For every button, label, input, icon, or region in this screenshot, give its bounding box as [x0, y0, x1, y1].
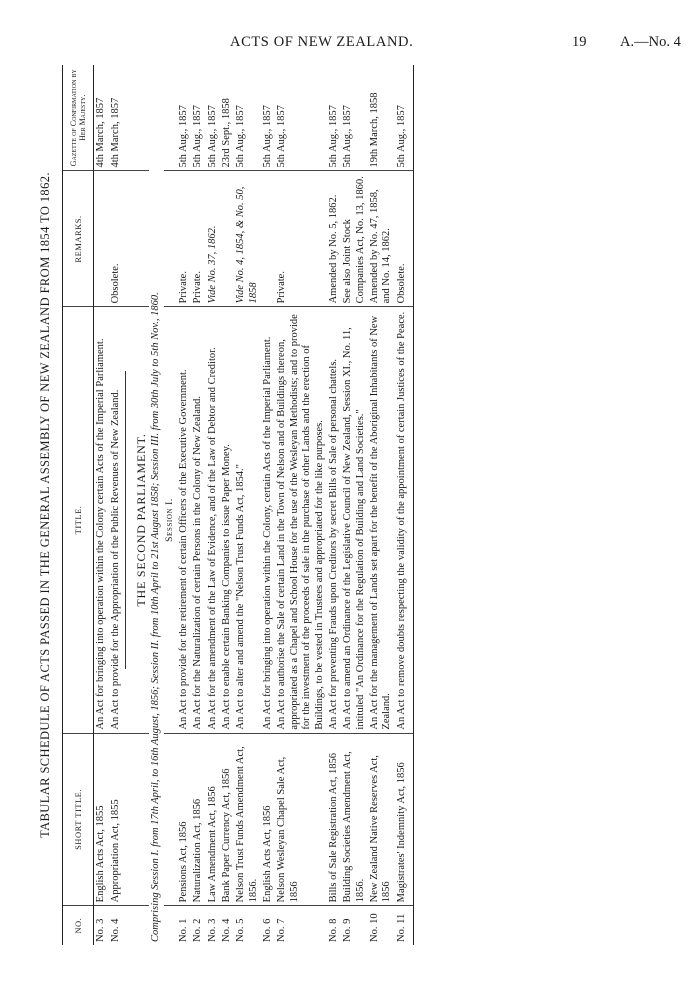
- act-title: An Act for bringing into operation within the Colony, certain Acts of the Imperial Parliament.: [261, 307, 275, 733]
- session-label-row: [164, 65, 177, 945]
- act-number: No. 6: [262, 918, 274, 942]
- section-heading-row: [128, 65, 149, 945]
- confirmation-date: 5th Aug., 1857: [234, 65, 261, 171]
- table-row: [206, 65, 220, 945]
- confirmation-date: 5th Aug., 1857: [327, 65, 341, 171]
- remarks: Private.: [275, 171, 327, 307]
- confirmation-date: 5th Aug., 1857: [206, 65, 220, 171]
- table-row: [261, 65, 275, 945]
- act-number: No. 11: [395, 913, 407, 942]
- act-number: No. 4: [109, 918, 121, 942]
- remarks: Vide No. 4, 1854, & No. 50, 1858: [234, 171, 261, 307]
- act-title: An Act to remove doubts respecting the validity of the appointment of certain Justices of the Peace.: [395, 307, 409, 733]
- table-title: TABULAR SCHEDULE OF ACTS PASSED IN THE GENERAL ASSEMBLY OF NEW ZEALAND FROM 1854 TO 1862.: [38, 172, 52, 838]
- table-row: [327, 65, 341, 945]
- table-row: [94, 65, 109, 945]
- short-title: Appropriation Act, 1855: [109, 733, 123, 906]
- short-title: English Acts Act, 1856: [261, 733, 275, 906]
- act-title: An Act for the Naturalization of certain Persons in the Colony of New Zealand.: [191, 307, 205, 733]
- remarks: Private.: [191, 171, 205, 307]
- remarks: [220, 171, 234, 307]
- remarks: Obsolete.: [109, 171, 123, 307]
- short-title: Bills of Sale Registration Act, 1856: [327, 733, 341, 906]
- table-row: [275, 65, 327, 945]
- short-title: Nelson Trust Funds Amendment Act, 1856.: [234, 733, 261, 906]
- document-reference: A.—No. 4: [620, 34, 681, 50]
- act-title: An Act for the management of Lands set apart for the benefit of the Aboriginal Inhabitants of New Zealand.: [368, 307, 395, 733]
- act-title: An Act for bringing into operation within the Colony certain Acts of the Imperial Parliament.: [94, 307, 109, 733]
- column-header-title: TITLE.: [63, 307, 94, 733]
- short-title: English Acts Act, 1855: [94, 733, 109, 906]
- table-row: [177, 65, 191, 945]
- act-title: An Act for preventing Frauds upon Creditors by secret Bills of Sale of personal chattels.: [327, 307, 341, 733]
- section-divider: [125, 371, 126, 669]
- act-number: No. 5: [235, 918, 247, 942]
- table-row: [191, 65, 205, 945]
- short-title: Bank Paper Currency Act, 1856: [220, 733, 234, 906]
- table-row: [109, 65, 123, 945]
- short-title: Magistrates' Indemnity Act, 1856: [395, 733, 409, 906]
- act-number: No. 3: [206, 918, 218, 942]
- remarks: See also Joint Stock Companies Act, No. 13, 1860.: [341, 171, 368, 307]
- act-number: No. 3: [95, 918, 107, 942]
- remarks: Private.: [177, 171, 191, 307]
- act-title: An Act to authorise the Sale of certain Land in the Town of Nelson and of Buildings thereon, appropriated as a Chapel and School House for the use of the Wesleyan Methodists; and to provide for the investment of the proceeds of sale in the purchase of other Lands and the erection of Buildings, to be vested in Trustees and appropriated for the like purposes.: [275, 307, 327, 733]
- act-title: An Act to provide for the retirement of certain Officers of the Executive Government.: [177, 307, 191, 733]
- short-title: Building Societies Amendment Act, 1856.: [341, 733, 368, 906]
- act-number: No. 9: [342, 918, 354, 942]
- table-row: [341, 65, 368, 945]
- act-number: No. 4: [220, 918, 232, 942]
- table-row: [234, 65, 261, 945]
- remarks: Amended by No. 5, 1862.: [327, 171, 341, 307]
- remarks: [261, 171, 275, 307]
- act-title: An Act to provide for the Appropriation of the Public Revenues of New Zealand.: [109, 307, 123, 733]
- short-title: Pensions Act, 1856: [177, 733, 191, 906]
- rotated-schedule-block: [40, 65, 660, 945]
- sessions-description: Comprising Session I. from 17th April, to 16th August, 1856; Session II. from 10th April to 21st August 1858; Session III. from 30th July to 5th Nov., 1860.: [150, 292, 162, 942]
- act-title: An Act to enable certain Banking Companies to issue Paper Money.: [220, 307, 234, 733]
- table-row: [395, 65, 409, 945]
- short-title: Nelson Wesleyan Chapel Sale Act, 1856: [275, 733, 327, 906]
- act-title: An Act to alter and amend the "Nelson Trust Funds Act, 1854.": [234, 307, 261, 733]
- column-header-no: NO.: [63, 906, 94, 945]
- act-number: No. 2: [192, 918, 204, 942]
- short-title: Law Amendment Act, 1856: [206, 733, 220, 906]
- acts-schedule-table: [62, 65, 414, 945]
- confirmation-date: 19th March, 1858: [368, 65, 395, 171]
- short-title: New Zealand Native Reserves Act, 1856: [368, 733, 395, 906]
- remarks: Vide No. 37, 1862.: [206, 171, 220, 307]
- confirmation-date: 5th Aug., 1857: [191, 65, 205, 171]
- column-header-remarks: REMARKS.: [63, 171, 94, 307]
- confirmation-date: 5th Aug., 1857: [261, 65, 275, 171]
- column-header-short-title: SHORT TITLE.: [63, 733, 94, 906]
- act-title: An Act for the amendment of the Law of Evidence, and of the Law of Debtor and Creditor.: [206, 307, 220, 733]
- sessions-row: [149, 65, 163, 945]
- remarks: [94, 171, 109, 307]
- table-row: [220, 65, 234, 945]
- header-row: [63, 65, 94, 945]
- column-header-confirmation: Gazette of Confirmation by Her Majesty.: [63, 65, 94, 171]
- confirmation-date: 5th Aug., 1857: [395, 65, 409, 171]
- short-title: Naturalization Act, 1856: [191, 733, 205, 906]
- running-title: ACTS OF NEW ZEALAND.: [230, 34, 414, 50]
- remarks: Amended by No. 47, 1858, and No. 14, 1862.: [368, 171, 395, 307]
- parliament-heading: THE SECOND PARLIAMENT.: [128, 307, 149, 733]
- table-bottom-rule: [409, 65, 414, 945]
- act-number: No. 7: [276, 918, 288, 942]
- confirmation-date: 5th Aug., 1857: [341, 65, 368, 171]
- session-label: Session I.: [164, 307, 177, 733]
- confirmation-date: 5th Aug., 1857: [275, 65, 327, 171]
- act-number: No. 8: [327, 918, 339, 942]
- act-number: No. 1: [177, 918, 189, 942]
- confirmation-date: 23rd Sept., 1858: [220, 65, 234, 171]
- page-header: [0, 34, 700, 56]
- act-title: An Act to amend an Ordinance of the Legislative Council of New Zealand, Session XI., No. 11, intituled "An Ordinance for the Regulation of Building and Land Societies.": [341, 307, 368, 733]
- act-number: No. 10: [369, 913, 381, 942]
- page-number: 19: [572, 34, 587, 50]
- table-row: [368, 65, 395, 945]
- confirmation-date: 4th March, 1857: [94, 65, 109, 171]
- remarks: Obsolete.: [395, 171, 409, 307]
- confirmation-date: 5th Aug., 1857: [177, 65, 191, 171]
- confirmation-date: 4th March, 1857: [109, 65, 123, 171]
